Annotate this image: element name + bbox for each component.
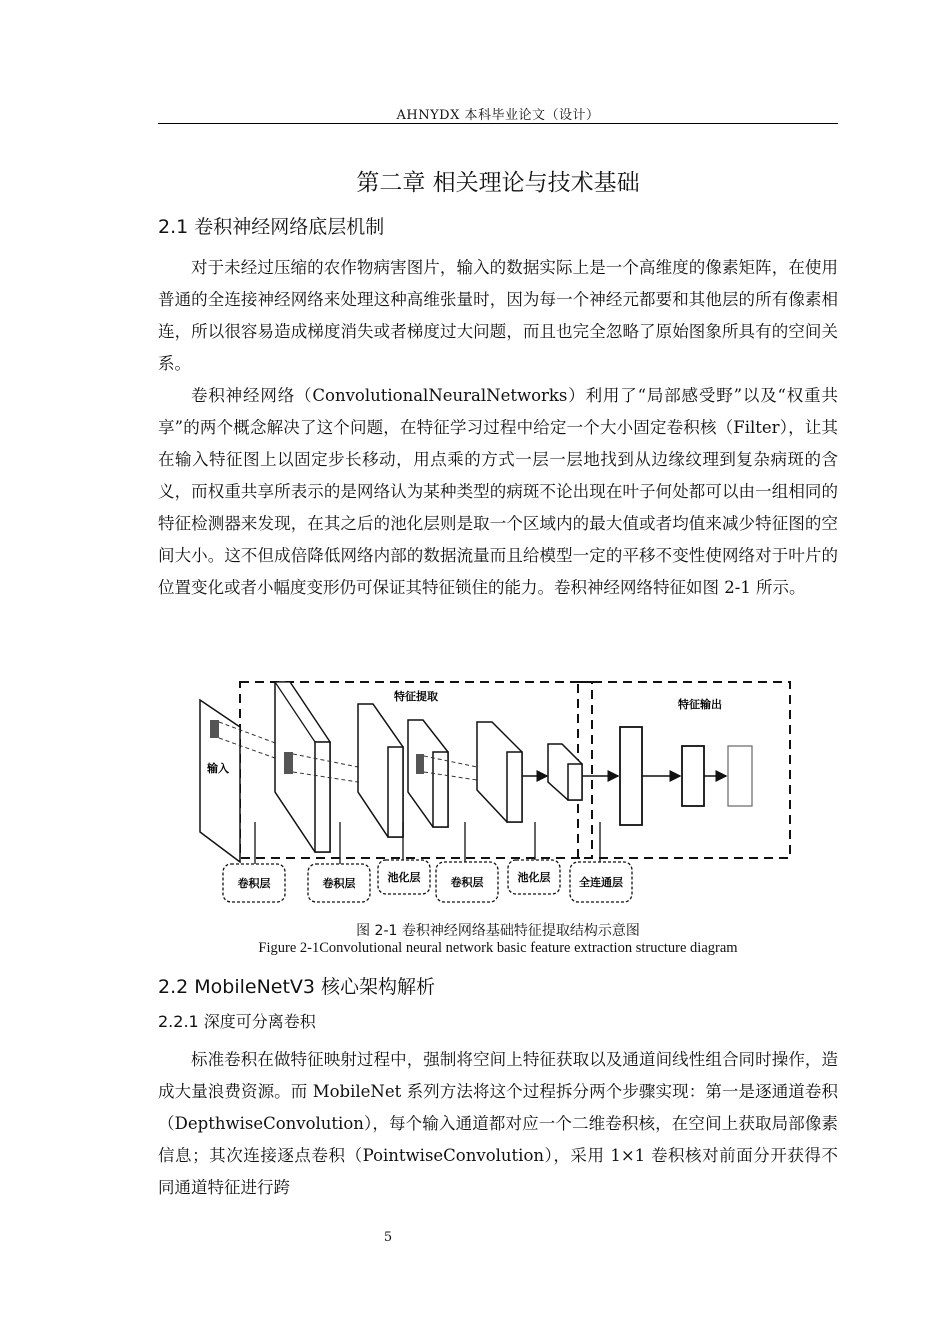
section-2-2-1-heading: 2.2.1 深度可分离卷积	[158, 1012, 316, 1031]
paragraph-3: 标准卷积在做特征映射过程中，强制将空间上特征获取以及通道间线性组合同时操作，造成大量浪费资源。而 MobileNet 系列方法将这个过程拆分两个步骤实现：第一是逐通道卷积（DepthwiseConvolution），每个输入通道都对应一个二维卷积核，在空间上获取局部像素信息；其次连接逐点卷积（PointwiseConvolution），采用 1×1 卷积核对前面分开获得不同通道特征进行跨	[158, 1050, 838, 1197]
page-number: 5	[383, 1230, 393, 1245]
conv3-block	[507, 752, 522, 822]
fc2-box	[682, 746, 704, 806]
cnn-diagram	[190, 672, 800, 914]
paragraph-1: 对于未经过压缩的农作物病害图片，输入的数据实际上是一个高维度的像素矩阵，在使用普通的全连接神经网络来处理这种高维张量时，因为每一个神经元都要和其他层的所有像素相连，所以很容易造成梯度消失或者梯度过大问题，而且也完全忽略了原始图象所具有的空间关系。	[158, 258, 838, 373]
layer-label-conv3: 卷积层	[450, 876, 484, 889]
header-rule	[158, 123, 838, 124]
running-header: AHNYDX 本科毕业论文（设计）	[396, 108, 600, 123]
input-plane	[200, 700, 240, 862]
pool2-block	[568, 764, 582, 800]
figure-caption-en: Figure 2-1Convolutional neural network basic feature extraction structure diagram	[258, 940, 738, 956]
cnn-structure-figure	[190, 672, 800, 914]
output-box	[728, 746, 752, 806]
layer-label-pool1: 池化层	[387, 871, 421, 884]
pool1-block	[433, 752, 448, 827]
section-2-2-heading: 2.2 MobileNetV3 核心架构解析	[158, 976, 436, 998]
paragraph-2: 卷积神经网络（ConvolutionalNeuralNetworks）利用了“局部感受野”以及“权重共享”的两个概念解决了这个问题，在特征学习过程中给定一个大小固定卷积核（Filter），让其在输入特征图上以固定步长移动，用点乘的方式一层一层地找到从边缘纹理到复杂病斑的含义，而权重共享所表示的是网络认为某种类型的病斑不论出现在叶子何处都可以由一组相同的特征检测器来发现，在其之后的池化层则是取一个区域内的最大值或者均值来减少特征图的空间大小。这不但成倍降低网络内部的数据流量而且给模型一定的平移不变性使网络对于叶片的位置变化或者小幅度变形仍可保证其特征锁住的能力。卷积神经网络特征如图 2-1 所示。	[158, 386, 838, 597]
figure-caption-cn: 图 2-1 卷积神经网络基础特征提取结构示意图	[356, 923, 640, 939]
layer-label-conv2: 卷积层	[322, 877, 356, 890]
layer-label-pool2: 池化层	[517, 871, 551, 884]
layer-label-conv1: 卷积层	[237, 877, 271, 890]
fc1-box	[620, 727, 642, 825]
chapter-title: 第二章 相关理论与技术基础	[356, 170, 640, 196]
input-patch	[210, 720, 219, 738]
conv2-block	[388, 747, 403, 837]
input-label: 输入	[207, 762, 229, 775]
group-extract-label: 特征提取	[394, 690, 438, 703]
section-2-1-heading: 2.1 卷积神经网络底层机制	[158, 216, 385, 238]
layer-label-fc: 全连通层	[579, 876, 623, 889]
group-output-label: 特征输出	[678, 698, 722, 711]
